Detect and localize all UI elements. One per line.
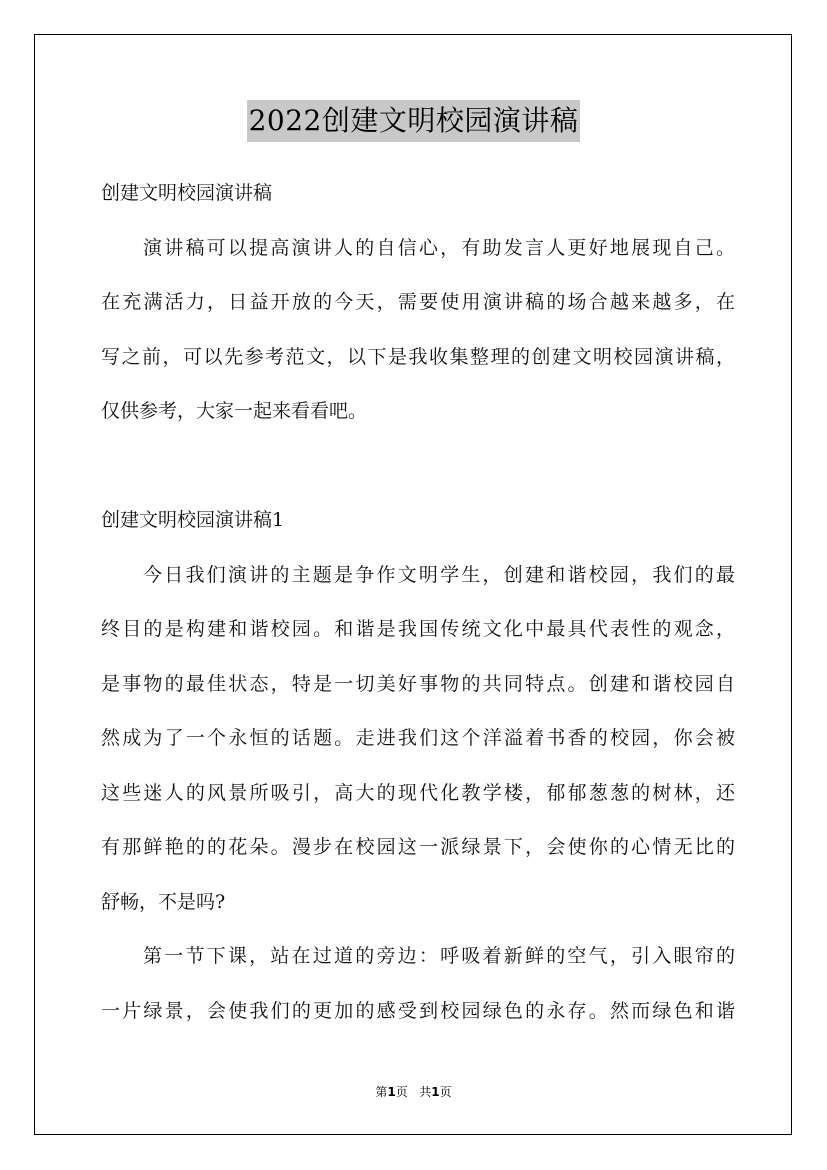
document-body: [101, 166, 735, 1038]
intro-line: 仅供参考，大家一起来看看吧。: [101, 400, 368, 422]
section-heading: 创建文明校园演讲稿1: [101, 509, 285, 531]
paragraph-line: 舒畅，不是吗?: [101, 890, 226, 913]
paragraph-line: 今日我们演讲的主题是争作文明学生，创建和谐校园，我们的最: [143, 563, 735, 586]
document-subtitle: 创建文明校园演讲稿: [101, 182, 273, 204]
paragraph-line: 第一节下课，站在过道的旁边：呼吸着新鲜的空气，引入眼帘的: [143, 945, 735, 967]
paragraph-line: 这些迷人的风景所吸引，高大的现代化教学楼，郁郁葱葱的树林，还: [101, 781, 735, 804]
paragraph-line: 有那鲜艳的的花朵。漫步在校园这一派绿景下，会使你的心情无比的: [101, 836, 735, 858]
intro-line: 在充满活力，日益开放的今天，需要使用演讲稿的场合越来越多，在: [101, 291, 735, 313]
paragraph-line: 是事物的最佳状态，特是一切美好事物的共同特点。创建和谐校园自: [101, 672, 735, 695]
intro-line: 写之前，可以先参考范文，以下是我收集整理的创建文明校园演讲稿，: [101, 345, 735, 368]
total-pages: 1: [431, 1085, 440, 1099]
page-number: 1: [387, 1085, 396, 1099]
paragraph-line: 然成为了一个永恒的话题。走进我们这个洋溢着书香的校园，你会被: [101, 727, 735, 749]
page-prefix: 第: [375, 1085, 388, 1099]
intro-line: 演讲稿可以提高演讲人的自信心，有助发言人更好地展现自己。: [143, 236, 735, 259]
paragraph-line: 一片绿景，会使我们的更加的感受到校园绿色的永存。然而绿色和谐: [101, 999, 735, 1022]
page-suffix: 页: [395, 1085, 408, 1099]
page-footer: [0, 1083, 827, 1100]
total-prefix: 共: [419, 1085, 432, 1099]
title-area: [0, 100, 827, 142]
paragraph-line: 终目的是构建和谐校园。和谐是我国传统文化中最具代表性的观念，: [101, 618, 735, 640]
total-suffix: 页: [439, 1085, 452, 1099]
document-title: 2022创建文明校园演讲稿: [247, 100, 581, 142]
spacer: [101, 439, 735, 494]
